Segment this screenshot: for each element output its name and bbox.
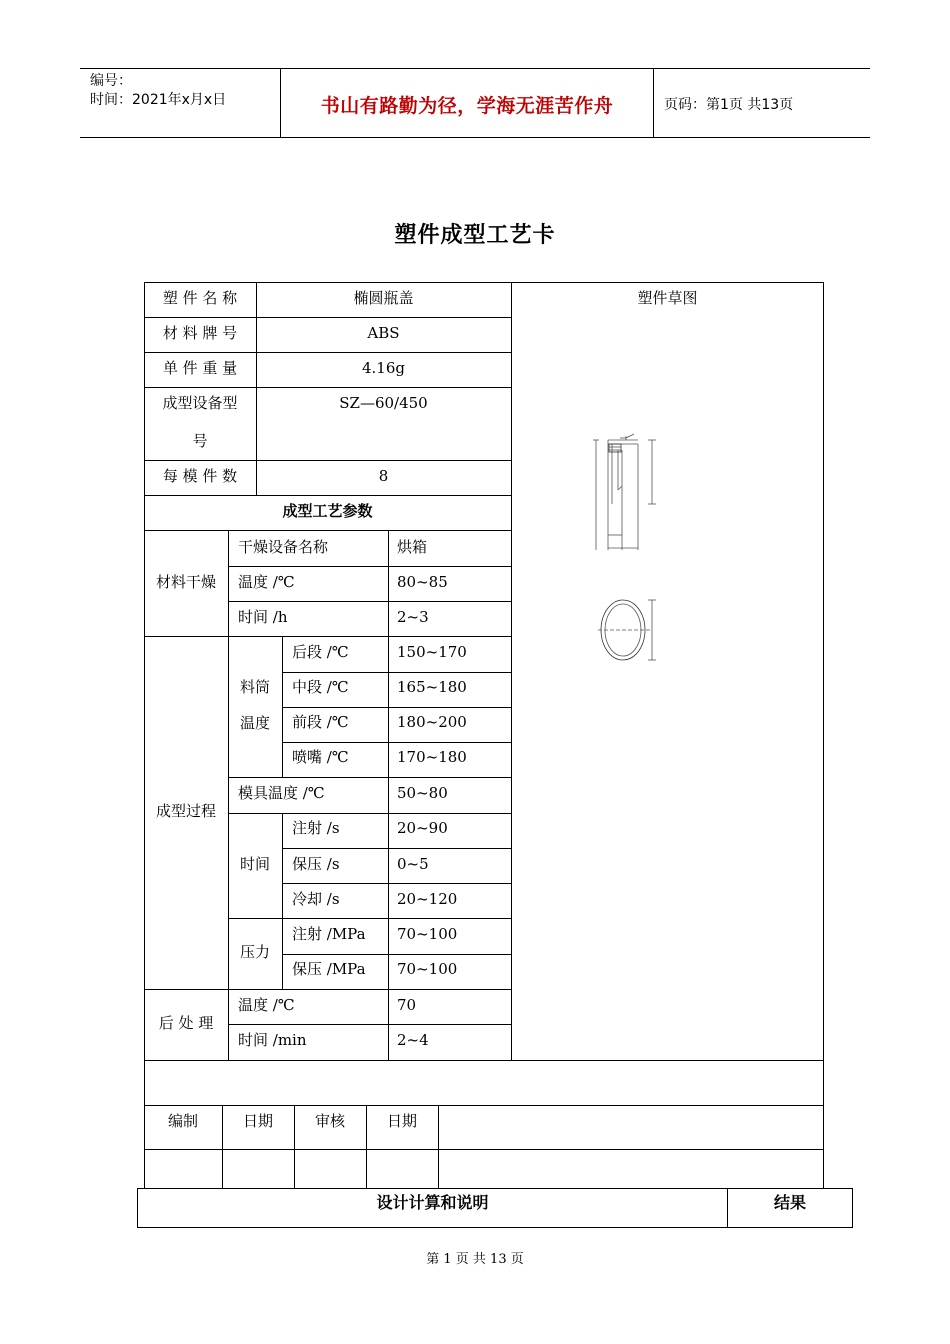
barrel-row-name: 喷嘴 /℃ [292, 748, 349, 766]
calc-header-box [137, 1188, 853, 1228]
barrel-label-line2: 温度 [239, 714, 270, 732]
sketch-label: 塑件草图 [637, 289, 698, 307]
mold-temp-label: 模具温度 /℃ [238, 784, 325, 802]
equipment-value: SZ—60/450 [339, 394, 428, 412]
date-label: 日期 [242, 1112, 273, 1130]
drying-row-value: 烘箱 [397, 538, 428, 556]
pressure-row-value: 70~100 [397, 925, 458, 943]
page-footer: 第 1 页 共 13 页 [426, 1252, 524, 1267]
cavity-label: 每 模 件 数 [162, 467, 238, 485]
drying-label: 材料干燥 [155, 573, 216, 591]
post-row-name: 时间 /min [238, 1031, 307, 1049]
weight-value: 4.16g [361, 359, 405, 377]
material-label: 材 料 牌 号 [162, 324, 238, 342]
time-row-value: 20~90 [397, 819, 448, 837]
barrel-row-name: 后段 /℃ [292, 643, 349, 661]
post-row-value: 70 [397, 996, 417, 1014]
pressure-group-label: 压力 [239, 943, 270, 961]
drying-row-name: 干燥设备名称 [238, 538, 329, 556]
part-name-value: 椭圆瓶盖 [353, 289, 414, 307]
pressure-row-value: 70~100 [397, 960, 458, 978]
part-name-label: 塑 件 名 称 [162, 289, 238, 307]
post-row-name: 温度 /℃ [238, 996, 295, 1014]
post-row-value: 2~4 [397, 1031, 429, 1049]
doc-number-label: 编号： [90, 73, 132, 89]
weight-label: 单 件 重 量 [162, 359, 238, 377]
cavity-value: 8 [378, 467, 389, 485]
time-group-label: 时间 [239, 855, 270, 873]
post-process-label: 后 处 理 [158, 1014, 214, 1032]
pressure-row-name: 注射 /MPa [292, 925, 366, 943]
calc-result-label: 结果 [773, 1193, 806, 1212]
doc-time-label: 时间：2021年x月x日 [90, 92, 227, 108]
calc-description-label: 设计计算和说明 [376, 1193, 489, 1212]
barrel-label-line1: 料筒 [239, 678, 270, 696]
compiled-by-label: 编制 [167, 1112, 198, 1130]
drying-row-name: 时间 /h [238, 608, 288, 626]
date-label: 日期 [386, 1112, 417, 1130]
time-row-name: 冷却 /s [292, 890, 340, 908]
drying-row-value: 2~3 [397, 608, 429, 626]
equipment-label-line2: 号 [192, 432, 208, 450]
equipment-label-line1: 成型设备型 [162, 394, 238, 412]
mold-temp-value: 50~80 [397, 784, 448, 802]
part-sketch [590, 420, 670, 670]
reviewed-by-label: 审核 [314, 1112, 345, 1130]
barrel-row-value: 170~180 [397, 748, 467, 766]
page-info: 页码：第1页 共13页 [664, 97, 794, 113]
barrel-row-name: 中段 /℃ [292, 678, 349, 696]
barrel-row-value: 165~180 [397, 678, 467, 696]
time-row-name: 注射 /s [292, 819, 340, 837]
params-title: 成型工艺参数 [282, 502, 373, 520]
time-row-name: 保压 /s [292, 855, 340, 873]
time-row-value: 0~5 [397, 855, 429, 873]
drying-row-name: 温度 /℃ [238, 573, 295, 591]
time-row-value: 20~120 [397, 890, 458, 908]
process-label: 成型过程 [155, 802, 216, 820]
barrel-row-value: 180~200 [397, 713, 467, 731]
page-title: 塑件成型工艺卡 [394, 223, 556, 248]
pressure-row-name: 保压 /MPa [292, 960, 366, 978]
barrel-row-name: 前段 /℃ [292, 713, 349, 731]
material-value: ABS [367, 324, 400, 342]
barrel-row-value: 150~170 [397, 643, 467, 661]
drying-row-value: 80~85 [397, 573, 448, 591]
motto-text: 书山有路勤为径，学海无涯苦作舟 [320, 95, 614, 117]
